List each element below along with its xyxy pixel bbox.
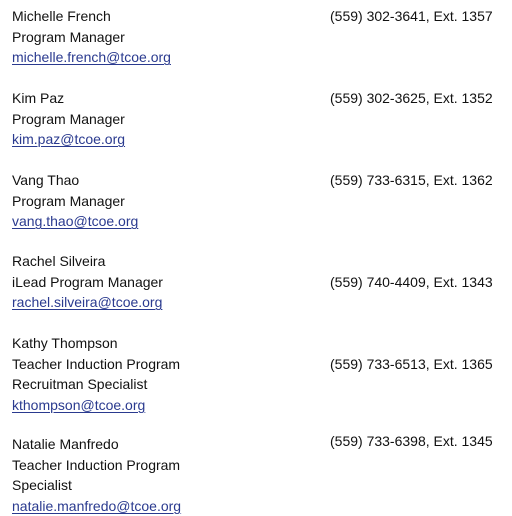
contact-details xyxy=(12,170,312,232)
contact-email-link[interactable]: kthompson@tcoe.org xyxy=(12,396,146,413)
contact-name: Rachel Silveira xyxy=(12,253,106,269)
contact-details xyxy=(12,251,312,313)
contact-phone: (559) 733-6398, Ext. 1345 xyxy=(330,433,493,449)
contact-phone: (559) 733-6513, Ext. 1365 xyxy=(330,355,493,372)
contact-title: Program Manager xyxy=(12,110,125,127)
contact-name: Kathy Thompson xyxy=(12,335,118,351)
contact-name: Vang Thao xyxy=(12,172,80,188)
contact-title: Program Manager xyxy=(12,192,125,209)
contact-email-link[interactable]: michelle.french@tcoe.org xyxy=(12,49,171,65)
contact-details xyxy=(12,88,312,150)
contact-name: Natalie Manfredo xyxy=(12,436,119,452)
contact-title: Teacher Induction Program xyxy=(12,355,181,372)
contact-name: Michelle French xyxy=(12,8,111,24)
contact-email-link[interactable]: rachel.silveira@tcoe.org xyxy=(12,294,163,310)
contact-details xyxy=(12,333,312,415)
contact-email-link[interactable]: natalie.manfredo@tcoe.org xyxy=(12,497,182,514)
contact-title: Specialist xyxy=(12,477,72,493)
contact-email-link[interactable]: vang.thao@tcoe.org xyxy=(12,213,139,229)
contact-phone: (559) 302-3641, Ext. 1357 xyxy=(330,8,493,24)
contact-title: iLead Program Manager xyxy=(12,273,163,290)
contact-email-link[interactable]: kim.paz@tcoe.org xyxy=(12,131,126,147)
contact-phone: (559) 733-6315, Ext. 1362 xyxy=(330,172,493,188)
contact-title: Recruitman Specialist xyxy=(12,376,148,392)
contact-phone: (559) 740-4409, Ext. 1343 xyxy=(330,273,493,290)
contact-phone: (559) 302-3625, Ext. 1352 xyxy=(330,90,493,106)
contact-name: Kim Paz xyxy=(12,90,65,106)
contact-details xyxy=(12,6,312,68)
contact-title: Teacher Induction Program xyxy=(12,456,181,473)
contact-details xyxy=(12,434,312,516)
contact-title: Program Manager xyxy=(12,28,125,45)
